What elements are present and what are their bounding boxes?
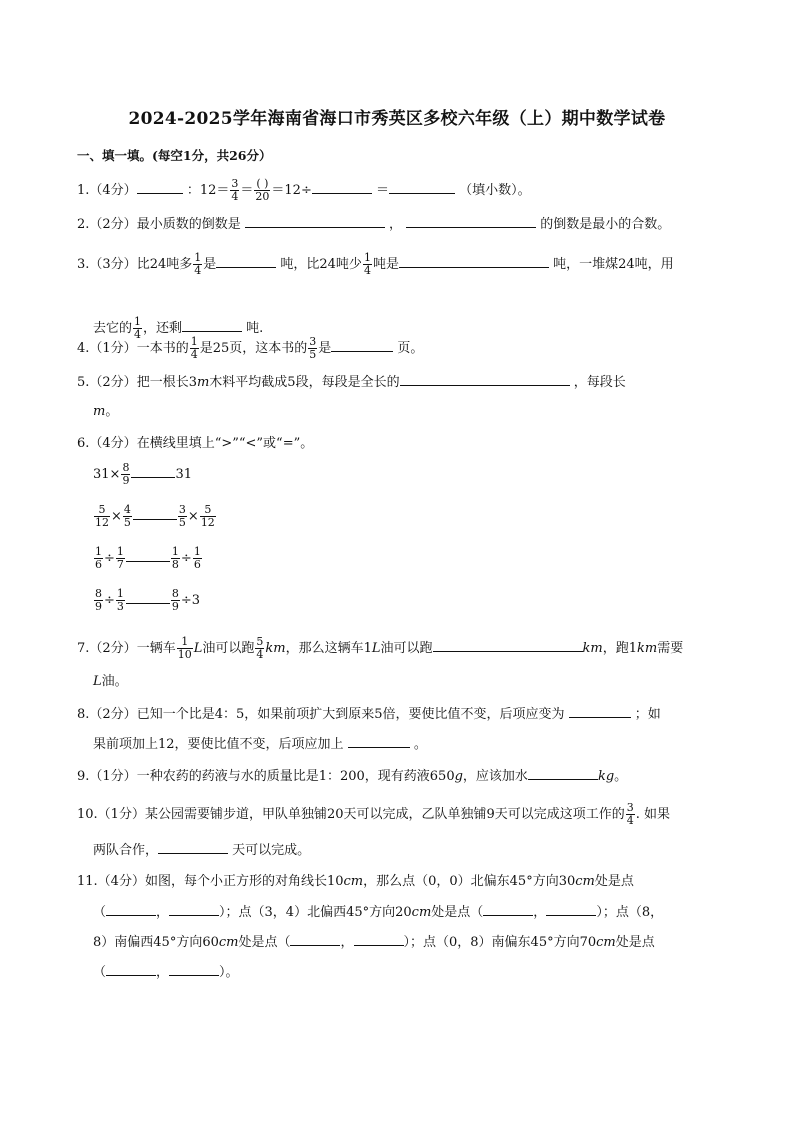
question-8: 8.（2分）已知一个比是4：5，如果前项扩大到原来5倍，要使比值不变，后项应变为 ；如 xyxy=(77,704,661,724)
question-11-cont-2: 8）南偏西45°方向60cm处是点（ ， ）；点（0，8）南偏东45°方向70cm处是点 xyxy=(93,932,655,952)
fraction: $\frac{3}{5}$ xyxy=(309,335,317,361)
compare-expression-4: $\frac{8}{9}$ ÷ $\frac{1}{3}$ $\frac{8}{9}$ ÷3 xyxy=(95,587,201,613)
fraction: $\frac{1}{4}$ xyxy=(134,315,142,341)
blank[interactable] xyxy=(433,638,583,652)
blank[interactable] xyxy=(169,962,219,976)
blank[interactable] xyxy=(406,214,536,228)
blank[interactable] xyxy=(106,962,156,976)
question-10: 10.（1分）某公园需要铺步道，甲队单独铺20天可以完成，乙队单独铺9天可以完成这项工作的 $\frac{3}{4}$ . 如果 xyxy=(77,801,671,827)
section-heading: 一、填一填。(每空1分，共26分） xyxy=(77,148,272,163)
blank[interactable] xyxy=(131,464,175,478)
question-4: 4.（1分）一本书的 $\frac{1}{4}$ 是25页，这本书的 $\frac{3}{5}$ 是 页。 xyxy=(77,335,424,361)
question-8-cont: 果前项加上12，要使比值不变，后项应加上 。 xyxy=(93,734,427,754)
blank[interactable] xyxy=(546,902,596,916)
question-11-cont-3: （ ， ）。 xyxy=(93,962,239,982)
blank[interactable] xyxy=(290,932,340,946)
blank[interactable] xyxy=(331,338,393,352)
compare-expression-3: $\frac{1}{6}$ ÷ $\frac{1}{7}$ $\frac{1}{8}$ ÷ $\frac{1}{6}$ xyxy=(95,545,201,571)
question-11-cont-1: （ ， ）；点（3，4）北偏西45°方向20cm处是点（ ， ）；点（8， xyxy=(93,902,663,922)
blank[interactable] xyxy=(569,704,631,718)
blank[interactable] xyxy=(158,840,228,854)
fraction: $\frac{1}{4}$ xyxy=(363,251,371,277)
blank[interactable] xyxy=(126,590,170,604)
question-7: 7.（2分）一辆车 $\frac{1}{10}$ L油可以跑 $\frac{5}{4}$ km，那么这辆车1L油可以跑 km，跑1km需要 xyxy=(77,635,684,661)
page-title: 2024-2025学年海南省海口市秀英区多校六年级（上）期中数学试卷 xyxy=(128,109,666,129)
blank[interactable] xyxy=(182,318,242,332)
question-1: 1.（4分） ：12＝ $\frac{3}{4}$ ＝ ( ) 20 ＝12÷ ＝ （填小数）。 xyxy=(77,177,531,203)
fraction: ( ) 20 xyxy=(255,177,270,203)
fraction: $\frac{1}{4}$ xyxy=(194,251,202,277)
question-5-cont: m。 xyxy=(93,404,119,419)
blank[interactable] xyxy=(354,932,404,946)
question-5: 5.（2分）把一根长3m木料平均截成5段，每段是全长的 ，每段长 xyxy=(77,372,626,392)
question-2: 2.（2分）最小质数的倒数是 ， 的倒数是最小的合数。 xyxy=(77,214,670,234)
blank[interactable] xyxy=(399,254,549,268)
blank[interactable] xyxy=(169,902,219,916)
blank[interactable] xyxy=(126,548,170,562)
compare-expression-1: 31× $\frac{8}{9}$ 31 xyxy=(93,461,192,487)
blank[interactable] xyxy=(483,902,533,916)
question-3-cont: 去它的 $\frac{1}{4}$ ，还剩 吨. xyxy=(93,315,264,341)
blank[interactable] xyxy=(528,766,598,780)
question-6: 6.（4分）在横线里填上“>”“<”或“=”。 xyxy=(77,436,314,451)
question-10-cont: 两队合作， 天可以完成。 xyxy=(93,840,310,860)
blank[interactable] xyxy=(312,180,372,194)
blank[interactable] xyxy=(245,214,385,228)
question-7-cont: L油。 xyxy=(93,674,128,689)
blank[interactable] xyxy=(389,180,455,194)
fraction: $\frac{3}{4}$ xyxy=(231,177,239,203)
blank[interactable] xyxy=(400,372,570,386)
question-9: 9.（1分）一种农药的药液与水的质量比是1：200，现有药液650g，应该加水 kg。 xyxy=(77,766,627,786)
blank[interactable] xyxy=(348,734,410,748)
blank[interactable] xyxy=(137,180,183,194)
question-3: 3.（3分）比24吨多 $\frac{1}{4}$ 是 吨，比24吨少 $\frac{1}{4}$ 吨是 吨，一堆煤24吨，用 xyxy=(77,251,674,277)
question-11: 11.（4分）如图，每个小正方形的对角线长10cm，那么点（0，0）北偏东45°方向30cm处是点 xyxy=(77,874,634,889)
blank[interactable] xyxy=(106,902,156,916)
blank[interactable] xyxy=(216,254,276,268)
compare-expression-2: $\frac{5}{12}$ × $\frac{4}{5}$ $\frac{3}{5}$ × $\frac{5}{12}$ xyxy=(95,503,215,529)
fraction: $\frac{1}{4}$ xyxy=(190,335,198,361)
blank[interactable] xyxy=(133,506,177,520)
